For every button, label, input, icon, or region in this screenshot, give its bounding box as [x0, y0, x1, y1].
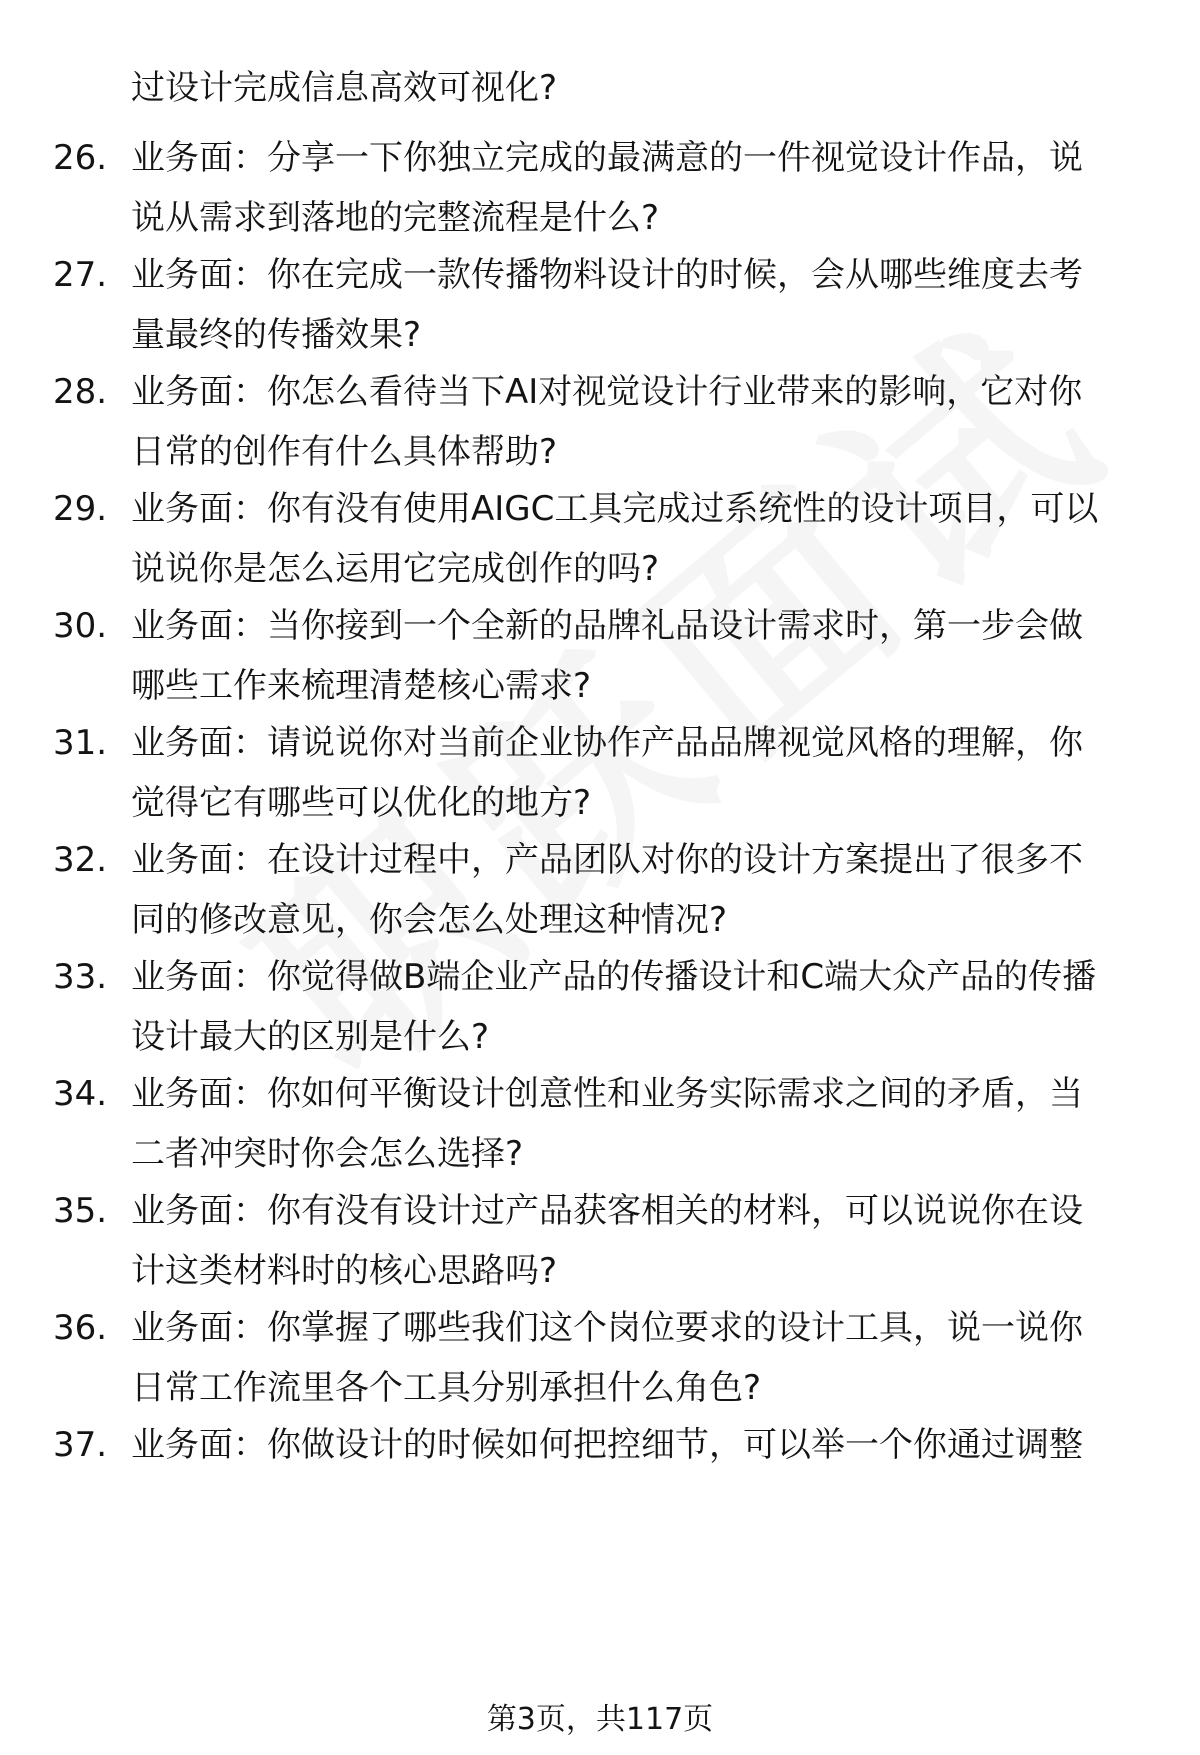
question-text: 业务面：你有没有使用AIGC工具完成过系统性的设计项目，可以 说说你是怎么运用它完成创作的吗?: [131, 489, 1099, 589]
question-number: 26.: [53, 138, 108, 178]
question-text: 业务面：你觉得做B端企业产品的传播设计和C端大众产品的传播 设计最大的区别是什么?: [131, 957, 1097, 1057]
question-number: 27.: [53, 255, 108, 295]
question-number: 34.: [53, 1074, 108, 1114]
question-text: 业务面：分享一下你独立完成的最满意的一件视觉设计作品，说 说从需求到落地的完整流程是什么?: [131, 138, 1083, 238]
question-text: 业务面：当你接到一个全新的品牌礼品设计需求时，第一步会做 哪些工作来梳理清楚核心需求?: [131, 606, 1083, 706]
question-text: 业务面：你有没有设计过产品获客相关的材料，可以说说你在设 计这类材料时的核心思路吗?: [131, 1191, 1083, 1291]
question-number: 31.: [53, 723, 108, 763]
question-text: 业务面：请说说你对当前企业协作产品品牌视觉风格的理解，你 觉得它有哪些可以优化的地方?: [131, 723, 1083, 823]
question-number: 35.: [53, 1191, 108, 1231]
question-text: 业务面：你怎么看待当下AI对视觉设计行业带来的影响，它对你 日常的创作有什么具体帮助?: [131, 372, 1083, 472]
page-footer: 第3页，共117页: [486, 1702, 714, 1737]
question-number: 36.: [53, 1308, 108, 1348]
question-text: 业务面：你做设计的时候如何把控细节，可以举一个你通过调整: [131, 1425, 1083, 1465]
question-number: 29.: [53, 489, 108, 529]
question-number: 28.: [53, 372, 108, 412]
question-text: 业务面：你如何平衡设计创意性和业务实际需求之间的矛盾，当 二者冲突时你会怎么选择?: [131, 1074, 1083, 1174]
continuation-text: 过设计完成信息高效可视化?: [131, 68, 558, 108]
question-text: 业务面：你掌握了哪些我们这个岗位要求的设计工具，说一说你 日常工作流里各个工具分别承担什么角色?: [131, 1308, 1083, 1408]
question-text: 业务面：你在完成一款传播物料设计的时候，会从哪些维度去考 量最终的传播效果?: [131, 255, 1083, 355]
question-number: 37.: [53, 1425, 108, 1465]
question-text: 业务面：在设计过程中，产品团队对你的设计方案提出了很多不 同的修改意见，你会怎么处理这种情况?: [131, 840, 1083, 940]
question-number: 30.: [53, 606, 108, 646]
question-number: 32.: [53, 840, 108, 880]
question-number: 33.: [53, 957, 108, 997]
